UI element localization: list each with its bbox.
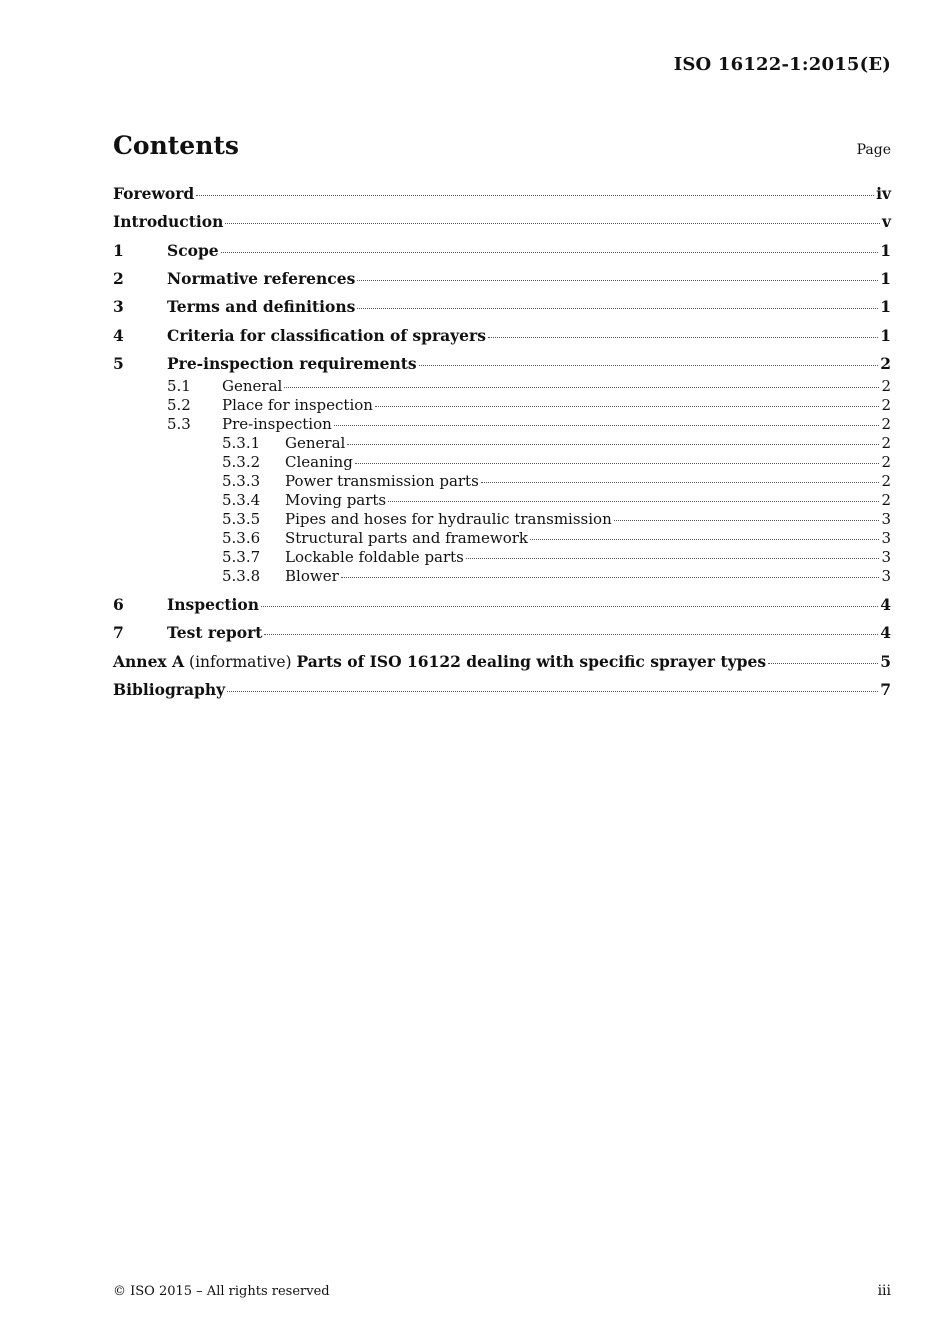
toc-entry[interactable]: [113, 395, 891, 415]
dot-leader: [225, 222, 880, 224]
toc-entry-number: 5.3.5: [222, 510, 261, 528]
toc-entry-number: 5.3.3: [222, 472, 261, 490]
toc-entry-label: Terms and definitions: [167, 297, 356, 316]
dot-leader: [357, 307, 878, 309]
toc-entry-number: 6: [113, 595, 124, 614]
toc-entry-page: 2: [880, 354, 891, 373]
toc-entry-label: Foreword: [113, 184, 195, 203]
toc-entry-page: 1: [880, 269, 891, 288]
dot-leader: [334, 424, 880, 426]
annex-title: Parts of ISO 16122 dealing with specific sprayer types: [296, 652, 767, 671]
toc-entry-number: 2: [113, 269, 124, 288]
toc-entry-label: Criteria for classification of sprayers: [167, 326, 486, 345]
toc-entry-label: Introduction: [113, 212, 224, 231]
toc-entry-page: 3: [881, 548, 891, 566]
toc-entry-label: Normative references: [167, 269, 356, 288]
toc-entry-number: 5.1: [167, 377, 191, 395]
toc-entry-number: 5.3: [167, 415, 191, 433]
toc-entry-number: 1: [113, 241, 124, 260]
toc-entry-page: 7: [880, 680, 891, 699]
toc-entry-number: 7: [113, 623, 124, 642]
toc-entry-page: 3: [881, 567, 891, 585]
dot-leader: [284, 386, 879, 388]
toc-entry[interactable]: [113, 326, 891, 346]
toc-entry-page: 2: [881, 434, 891, 452]
toc-entry-label: Lockable foldable parts: [285, 548, 464, 566]
toc-entry-page: 2: [881, 472, 891, 490]
dot-leader: [388, 500, 879, 502]
toc-entry-label: [113, 652, 766, 672]
dot-leader: [375, 405, 880, 407]
toc-entry-label: Test report: [167, 623, 263, 642]
toc-entry-number: 3: [113, 297, 124, 316]
toc-entry[interactable]: [113, 595, 891, 615]
toc-entry-page: 1: [880, 241, 891, 260]
dot-leader: [261, 605, 878, 607]
dot-leader: [419, 364, 879, 366]
dot-leader: [481, 481, 880, 483]
dot-leader: [196, 194, 874, 196]
dot-leader: [227, 690, 878, 692]
toc-entry-page: 1: [880, 297, 891, 316]
toc-entry-number: 5.3.7: [222, 548, 261, 566]
toc-entry[interactable]: [113, 354, 891, 374]
annex-type: (informative): [184, 653, 297, 671]
toc-entry-number: 5.3.4: [222, 491, 261, 509]
toc-entry-page: 2: [881, 377, 891, 395]
toc-entry-page: 1: [880, 326, 891, 345]
toc-entry[interactable]: [113, 566, 891, 586]
toc-entry-number: 5.3.8: [222, 567, 261, 585]
contents-title: Contents: [113, 131, 240, 160]
toc-entry-page: 2: [881, 453, 891, 471]
toc-entry-page: 4: [880, 623, 891, 642]
dot-leader: [466, 557, 880, 559]
toc-entry-label: Inspection: [167, 595, 260, 614]
toc-entry-page: 3: [881, 510, 891, 528]
toc-entry-label: Place for inspection: [222, 396, 373, 414]
toc-entry[interactable]: [113, 623, 891, 643]
dot-leader: [768, 662, 878, 664]
dot-leader: [614, 519, 880, 521]
toc-entry[interactable]: [113, 212, 891, 232]
toc-entry-label: Scope: [167, 241, 219, 260]
toc-entry[interactable]: [113, 471, 891, 491]
dot-leader: [530, 538, 879, 540]
toc-entry-label: Moving parts: [285, 491, 387, 509]
dot-leader: [355, 462, 880, 464]
page-number: iii: [877, 1283, 891, 1299]
dot-leader: [221, 251, 879, 253]
dot-leader: [488, 336, 878, 338]
toc-entry-label: Pre-inspection requirements: [167, 354, 417, 373]
toc-entry[interactable]: [113, 297, 891, 317]
dot-leader: [347, 443, 879, 445]
toc-entry-label: Structural parts and framework: [285, 529, 528, 547]
toc-entry[interactable]: [113, 241, 891, 261]
toc-entry-page: 3: [881, 529, 891, 547]
toc-entry[interactable]: [113, 490, 891, 510]
toc-entry[interactable]: [113, 528, 891, 548]
toc-entry-page: iv: [876, 184, 891, 203]
toc-entry-label: Pre-inspection: [222, 415, 332, 433]
toc-entry[interactable]: [113, 509, 891, 529]
toc-entry-page: v: [881, 212, 891, 231]
toc-entry-label: General: [285, 434, 346, 452]
toc-entry-page: 2: [881, 396, 891, 414]
toc-entry[interactable]: [113, 452, 891, 472]
toc-entry[interactable]: [113, 547, 891, 567]
dot-leader: [357, 279, 878, 281]
copyright-footer: © ISO 2015 – All rights reserved: [113, 1284, 330, 1299]
toc-entry[interactable]: [113, 652, 891, 672]
toc-entry[interactable]: [113, 376, 891, 396]
toc-entry-label: Bibliography: [113, 680, 226, 699]
toc-entry[interactable]: [113, 433, 891, 453]
toc-entry[interactable]: [113, 414, 891, 434]
toc-entry-number: 5.3.1: [222, 434, 261, 452]
toc-entry-page: 2: [881, 415, 891, 433]
page-column-label: Page: [856, 142, 891, 158]
toc-entry[interactable]: [113, 184, 891, 204]
toc-entry-page: 5: [880, 652, 891, 671]
toc-entry-label: Blower: [285, 567, 339, 585]
toc-entry-label: Power transmission parts: [285, 472, 479, 490]
toc-entry-page: 2: [881, 491, 891, 509]
toc-entry-label: General: [222, 377, 283, 395]
dot-leader: [264, 633, 878, 635]
toc-entry-number: 5: [113, 354, 124, 373]
dot-leader: [341, 576, 880, 578]
toc-entry[interactable]: [113, 269, 891, 289]
document-id-header: ISO 16122-1:2015(E): [673, 54, 891, 75]
toc-entry-number: 5.2: [167, 396, 191, 414]
toc-entry-page: 4: [880, 595, 891, 614]
toc-entry-number: 5.3.6: [222, 529, 261, 547]
annex-designation: Annex A: [113, 652, 185, 671]
toc-entry-label: Pipes and hoses for hydraulic transmission: [285, 510, 612, 528]
toc-entry[interactable]: [113, 680, 891, 700]
toc-entry-label: Cleaning: [285, 453, 353, 471]
toc-entry-number: 4: [113, 326, 124, 345]
toc-entry-number: 5.3.2: [222, 453, 261, 471]
